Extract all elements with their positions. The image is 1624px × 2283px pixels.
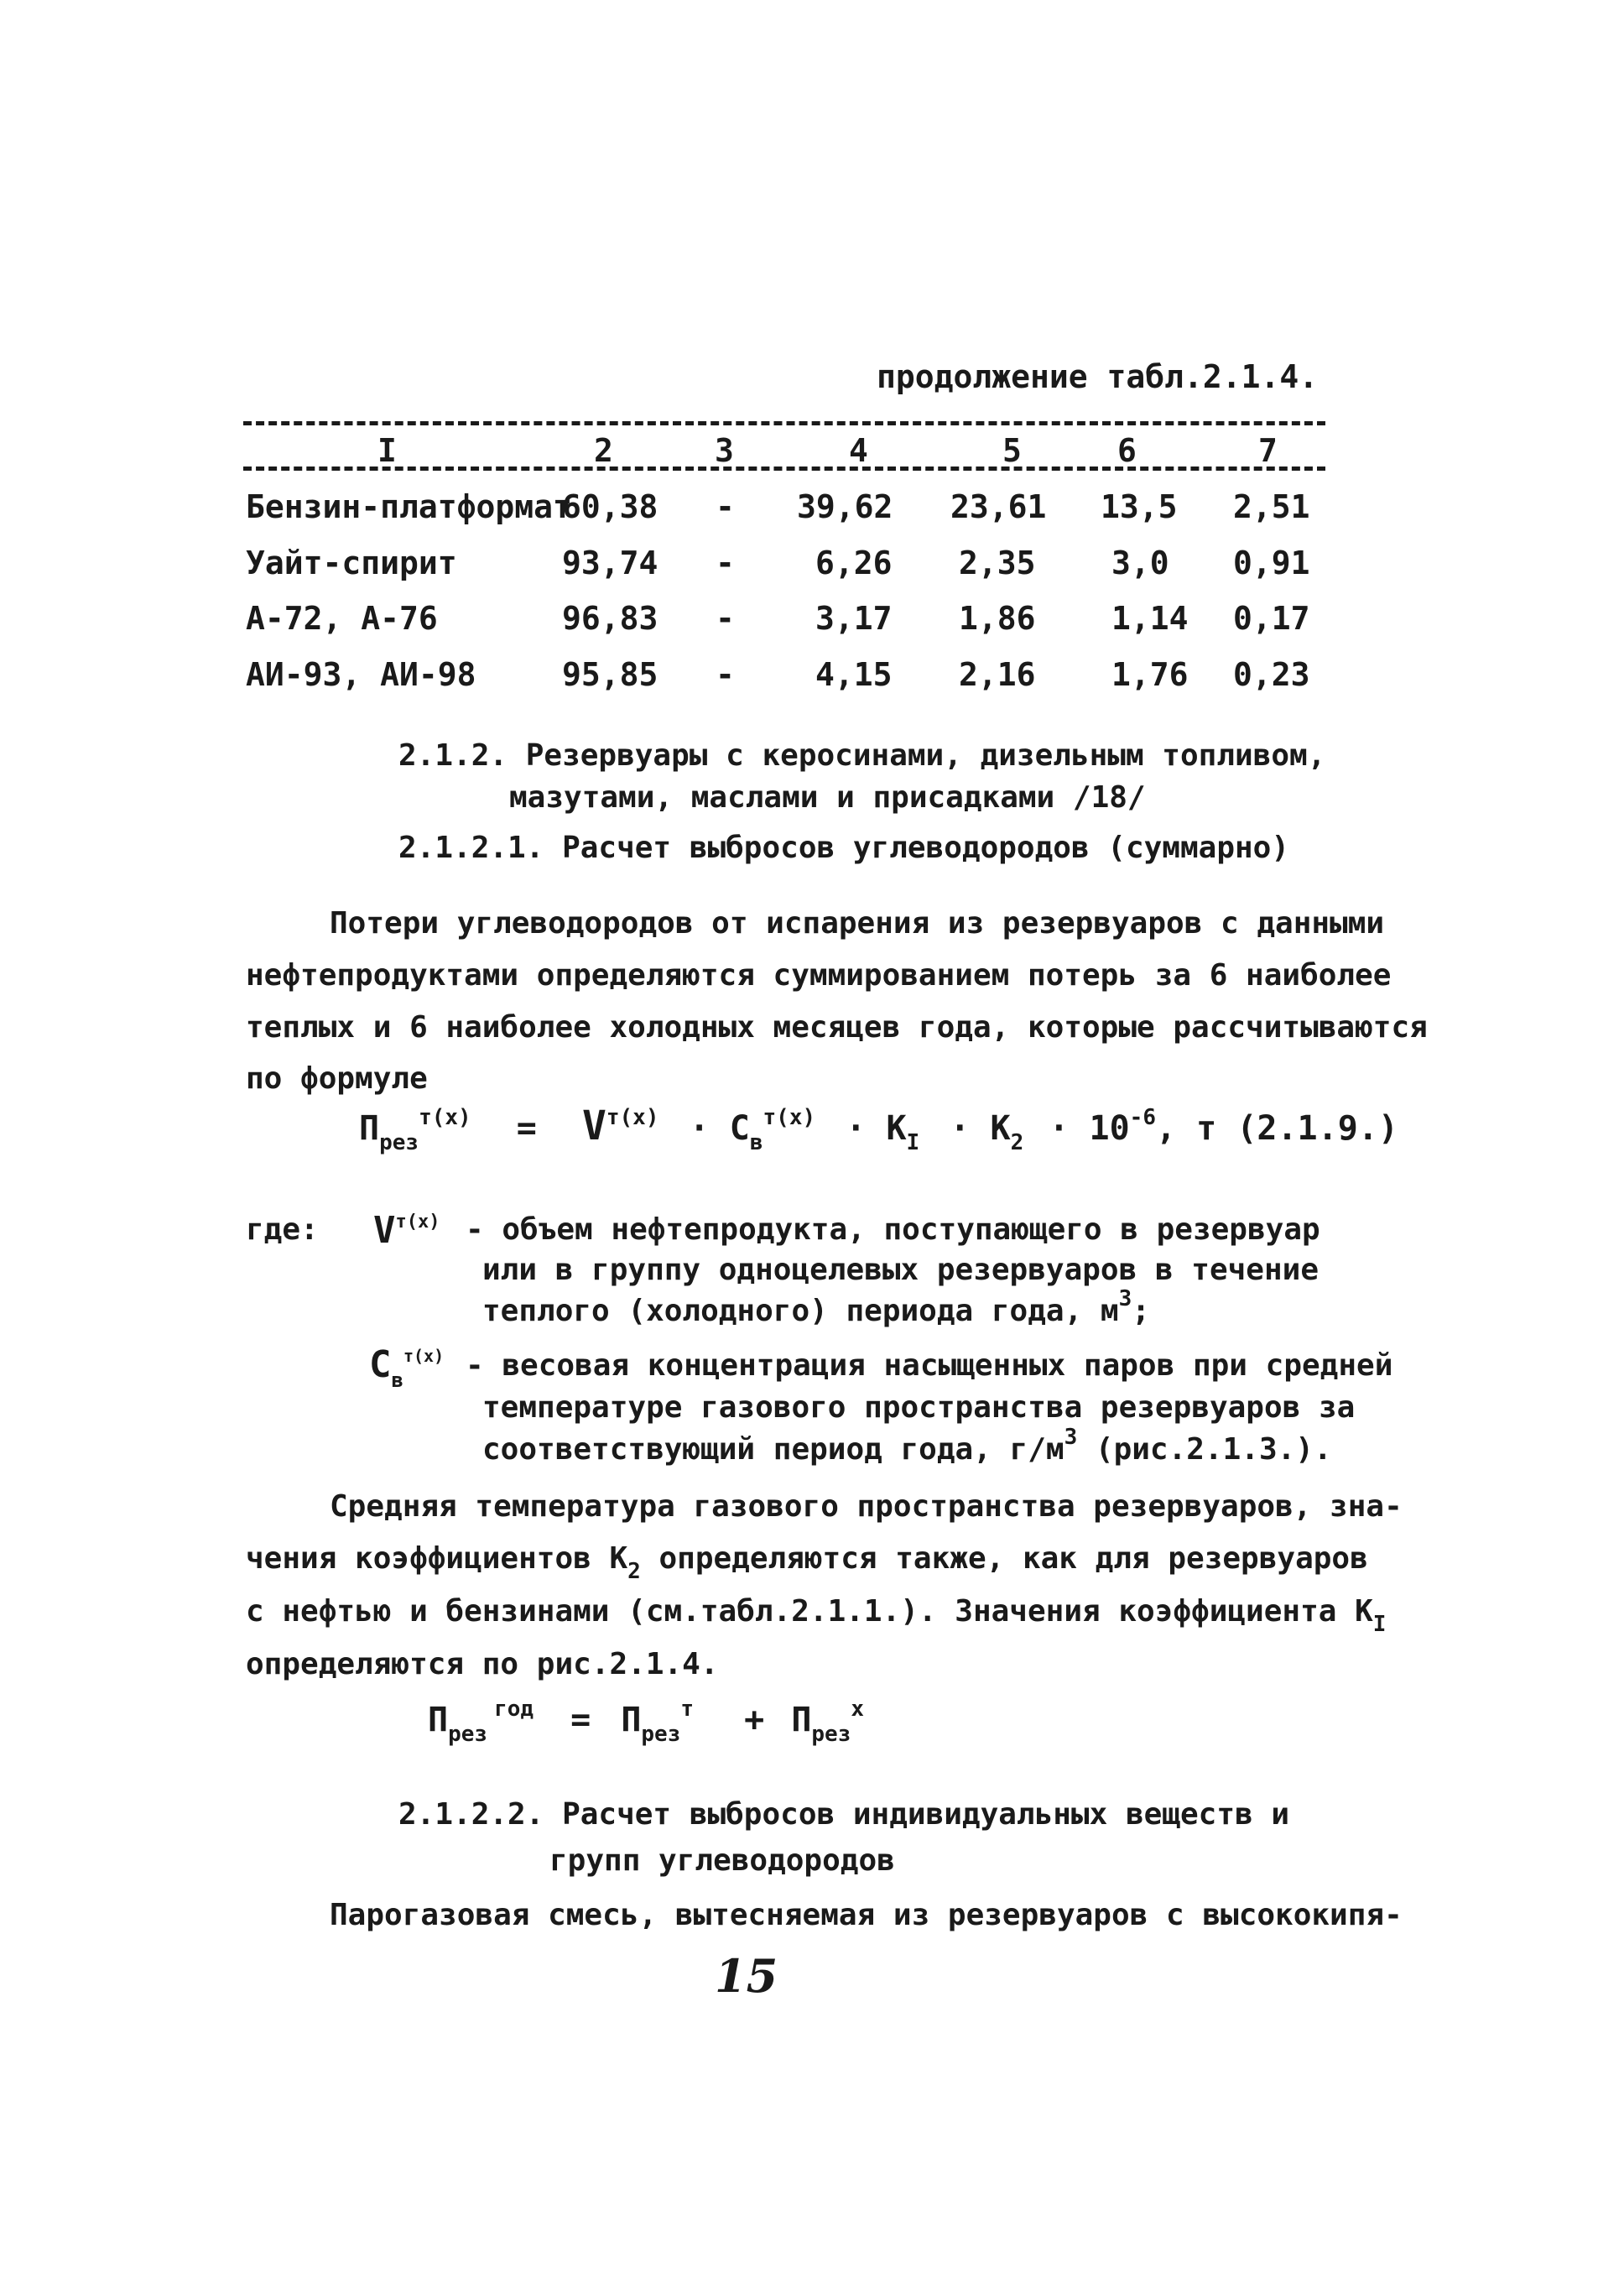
formula-superscript: т(х) (419, 1105, 471, 1130)
table-cell: 2,51 (1233, 488, 1310, 525)
formula-subscript: рез (641, 1722, 681, 1747)
definition-symbol (369, 1343, 445, 1392)
table-cell: - (716, 656, 735, 693)
table-cell: 0,23 (1233, 656, 1310, 693)
table-header-cell: I (377, 432, 397, 469)
table-header-cell: 5 (1002, 432, 1022, 469)
table-cell: 3,17 (815, 600, 893, 637)
table-cell-product: Бензин-платформат (246, 488, 572, 525)
formula-superscript: 3 (1118, 1286, 1132, 1311)
paragraph-line (246, 1594, 1387, 1637)
formula-superscript: 3 (1064, 1425, 1078, 1450)
definition-line (482, 1425, 1332, 1467)
formula-operator: · (689, 1109, 710, 1148)
formula-symbol: П (621, 1701, 642, 1739)
formula-symbol: C (729, 1109, 750, 1148)
formula-symbol: V (373, 1209, 396, 1252)
formula-subscript: в (391, 1368, 403, 1392)
table-header-cell: 2 (594, 432, 613, 469)
table-cell: 96,83 (562, 600, 658, 637)
formula-subscript: в (749, 1130, 763, 1155)
table-header-cell: 7 (1258, 432, 1278, 469)
formula-superscript: т(х) (763, 1105, 816, 1130)
table-cell: - (716, 545, 735, 581)
table-cell: 60,38 (562, 488, 658, 525)
table-cell: 2,16 (959, 656, 1036, 693)
formula-superscript: т(х) (395, 1212, 440, 1233)
definition-text: соответствующий период года, г/м (482, 1432, 1064, 1467)
formula-symbol: V (581, 1102, 606, 1149)
section-heading: 2.1.2. Резервуары с керосинами, дизельным топливом, (398, 738, 1326, 773)
table-cell: 1,14 (1111, 600, 1189, 637)
table-cell: 93,74 (562, 545, 658, 581)
paragraph-line (246, 1541, 1368, 1584)
formula-annual (428, 1697, 865, 1747)
paragraph-text: с нефтью и бензинами (см.табл.2.1.1.). Значения коэффициента K (246, 1594, 1373, 1629)
table-cell: - (716, 488, 735, 525)
subsection-heading: 2.1.2.1. Расчет выбросов углеводородов (суммарно) (398, 831, 1290, 865)
definition-text: (рис.2.1.3.). (1077, 1432, 1332, 1467)
table-cell-product: АИ-93, АИ-98 (246, 656, 476, 693)
formula-symbol: K (886, 1109, 907, 1148)
table-cell: 13,5 (1101, 488, 1178, 525)
table-cell: 3,0 (1111, 545, 1169, 581)
subsection-heading-cont: групп углеводородов (549, 1843, 895, 1878)
section-heading-cont: мазутами, маслами и присадками /18/ (509, 780, 1146, 815)
paragraph-line: Потери углеводородов от испарения из резервуаров с данными (330, 906, 1385, 941)
formula-subscript: I (906, 1130, 920, 1155)
formula-symbol: 10 (1089, 1109, 1130, 1148)
formula-superscript: х (851, 1697, 865, 1722)
table-cell: 2,35 (959, 545, 1036, 581)
subsection-heading: 2.1.2.2. Расчет выбросов индивидуальных веществ и (398, 1797, 1290, 1832)
formula-operator: = (570, 1701, 591, 1739)
formula-subscript: рез (811, 1722, 851, 1747)
formula-superscript: т (680, 1697, 695, 1722)
formula-operator: · (1049, 1109, 1070, 1148)
formula-subscript: I (1372, 1612, 1387, 1637)
paragraph-line: нефтепродуктами определяются суммированием потерь за 6 наиболее (246, 958, 1392, 993)
formula-operator: · (950, 1109, 971, 1148)
table-cell: 1,86 (959, 600, 1036, 637)
formula-operator: + (744, 1701, 765, 1739)
formula-symbol: П (428, 1701, 449, 1739)
formula-subscript: рез (448, 1722, 488, 1747)
table-cell: - (716, 600, 735, 637)
where-label: где: (246, 1212, 319, 1247)
formula-subscript: 2 (627, 1559, 641, 1584)
table-cell: 6,26 (815, 545, 893, 581)
formula-superscript: -6 (1129, 1105, 1156, 1130)
table-cell: 0,17 (1233, 600, 1310, 637)
table-cell: 0,91 (1233, 545, 1310, 581)
paragraph-line: Парогазовая смесь, вытесняемая из резервуаров с высококипя- (330, 1898, 1403, 1932)
table-cell-product: Уайт-спирит (246, 545, 457, 581)
formula-symbol: П (791, 1701, 812, 1739)
page-number: 15 (715, 1949, 778, 2003)
paragraph-line: Средняя температура газового пространства резервуаров, зна- (330, 1489, 1403, 1524)
paragraph-line: по формуле (246, 1061, 428, 1096)
table-top-rule (243, 421, 1325, 425)
definition-symbol (373, 1209, 440, 1252)
definition-text: ; (1132, 1294, 1150, 1328)
definition-line (482, 1286, 1150, 1328)
table-cell: 4,15 (815, 656, 893, 693)
formula-operator: · (846, 1109, 867, 1148)
table-header-cell: 4 (849, 432, 868, 469)
formula-tail: , т (2.1.9.) (1155, 1109, 1398, 1148)
formula-subscript: рез (379, 1130, 419, 1155)
formula-2-1-9 (359, 1102, 1398, 1155)
paragraph-text: чения коэффициентов K (246, 1541, 628, 1576)
formula-symbol: K (990, 1109, 1011, 1148)
table-cell: 95,85 (562, 656, 658, 693)
formula-symbol: П (359, 1109, 380, 1148)
table-header-rule (243, 467, 1325, 471)
formula-symbol: C (369, 1343, 392, 1386)
definition-text: теплого (холодного) периода года, м (482, 1294, 1119, 1328)
formula-superscript: год (494, 1697, 534, 1722)
definition-line: или в группу одноцелевых резервуаров в течение (482, 1253, 1319, 1287)
definition-line: - весовая концентрация насыщенных паров при средней (466, 1348, 1393, 1383)
definition-line: - объем нефтепродукта, поступающего в резервуар (466, 1212, 1320, 1247)
definition-line: температуре газового пространства резервуаров за (482, 1390, 1356, 1425)
table-cell: 1,76 (1111, 656, 1189, 693)
table-cell: 39,62 (797, 488, 893, 525)
table-cell: 23,61 (950, 488, 1047, 525)
table-continuation-caption: продолжение табл.2.1.4. (877, 358, 1319, 395)
formula-superscript: т(х) (403, 1346, 445, 1366)
formula-subscript: 2 (1010, 1130, 1024, 1155)
paragraph-line: теплых и 6 наиболее холодных месяцев года, которые рассчитываются (246, 1010, 1428, 1045)
table-header-cell: 6 (1117, 432, 1137, 469)
paragraph-text: определяются также, как для резервуаров (640, 1541, 1368, 1576)
table-header-cell: 3 (715, 432, 734, 469)
formula-operator: = (516, 1109, 537, 1148)
paragraph-line: определяются по рис.2.1.4. (246, 1647, 719, 1681)
formula-superscript: т(х) (606, 1105, 659, 1130)
table-cell-product: А-72, А-76 (246, 600, 438, 637)
